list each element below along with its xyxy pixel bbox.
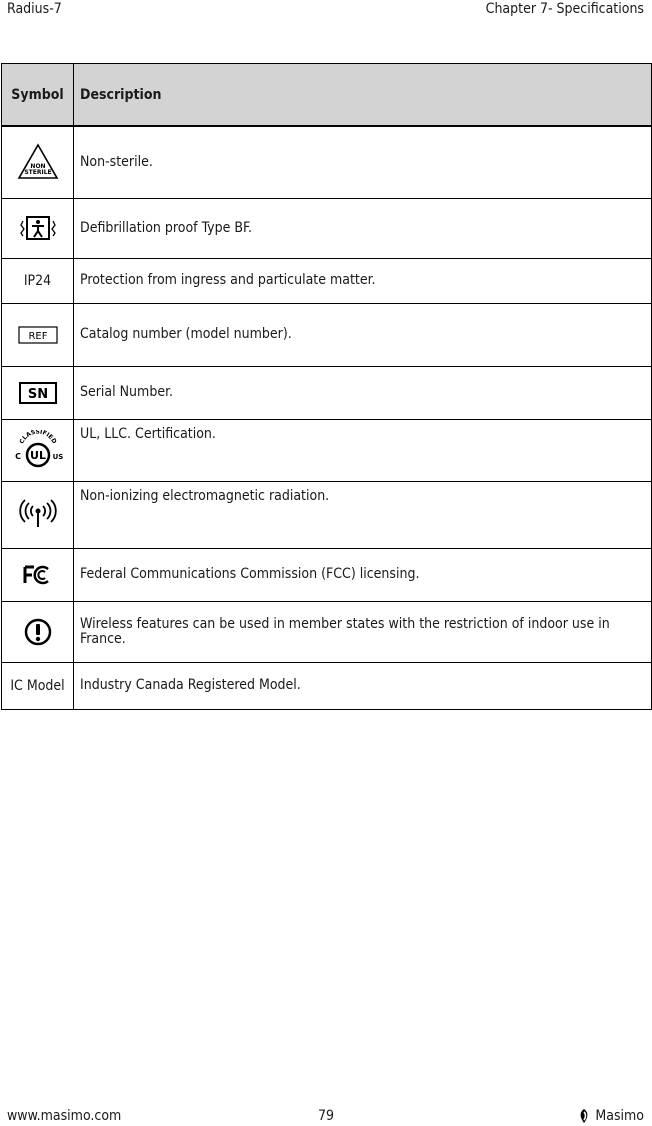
symbol-cell	[2, 419, 74, 481]
header-document-title: Radius-7	[7, 1, 62, 17]
table-row	[2, 481, 652, 548]
footer-website-link[interactable]: www.masimo.com	[7, 1108, 122, 1124]
defibrillation-proof-type-bf-icon	[18, 215, 58, 241]
description-cell: Non-sterile.	[74, 126, 652, 198]
ic-model-symbol: IC Model	[2, 662, 74, 709]
masimo-logo-icon	[578, 1108, 590, 1124]
table-row	[2, 662, 652, 709]
footer-brand	[578, 1106, 644, 1126]
description-cell: Catalog number (model number).	[74, 303, 652, 366]
symbol-cell	[2, 126, 74, 198]
ref-icon	[18, 325, 58, 345]
symbol-cell	[2, 198, 74, 258]
svg-text:CLASSIFIED: CLASSIFIED	[17, 430, 58, 446]
description-cell: Serial Number.	[74, 366, 652, 419]
table-row	[2, 548, 652, 601]
table-row	[2, 126, 652, 198]
footer-brand-name: Masimo	[595, 1108, 644, 1124]
column-header-description: Description	[74, 64, 652, 127]
symbol-cell	[2, 303, 74, 366]
non-sterile-icon	[16, 142, 60, 182]
symbol-cell	[2, 548, 74, 601]
svg-text:STERILE: STERILE	[23, 169, 52, 177]
table-row	[2, 303, 652, 366]
description-cell: Federal Communications Commission (FCC) licensing.	[74, 548, 652, 601]
header-chapter-title: Chapter 7- Specifications	[485, 1, 644, 17]
table-row	[2, 419, 652, 481]
description-cell: Non-ionizing electromagnetic radiation.	[74, 481, 652, 548]
sn-icon	[19, 382, 57, 404]
symbol-cell	[2, 366, 74, 419]
table-row	[2, 198, 652, 258]
table-row	[2, 366, 652, 419]
svg-text:SN: SN	[27, 386, 48, 402]
svg-text:REF: REF	[27, 330, 48, 342]
table-row	[2, 258, 652, 303]
description-cell: Industry Canada Registered Model.	[74, 662, 652, 709]
svg-text:US: US	[52, 453, 63, 461]
non-ionizing-radiation-icon	[18, 499, 58, 531]
symbol-cell	[2, 601, 74, 662]
footer-page-number: 79	[318, 1108, 335, 1124]
ul-classified-icon	[11, 430, 65, 470]
symbol-cell	[2, 481, 74, 548]
description-cell: Wireless features can be used in member states with the restriction of indoor use in France.	[74, 601, 652, 662]
description-cell: Defibrillation proof Type BF.	[74, 198, 652, 258]
ip24-symbol: IP24	[2, 258, 74, 303]
svg-text:C: C	[14, 452, 21, 461]
caution-exclamation-icon	[24, 618, 52, 646]
description-cell: UL, LLC. Certification.	[74, 419, 652, 481]
fcc-icon	[23, 564, 53, 586]
svg-text:NON: NON	[29, 163, 46, 171]
description-cell: Protection from ingress and particulate matter.	[74, 258, 652, 303]
column-header-symbol: Symbol	[2, 64, 74, 127]
svg-text:UL: UL	[29, 449, 46, 462]
symbols-table	[1, 63, 652, 710]
table-row	[2, 601, 652, 662]
table-header-row	[2, 64, 652, 127]
